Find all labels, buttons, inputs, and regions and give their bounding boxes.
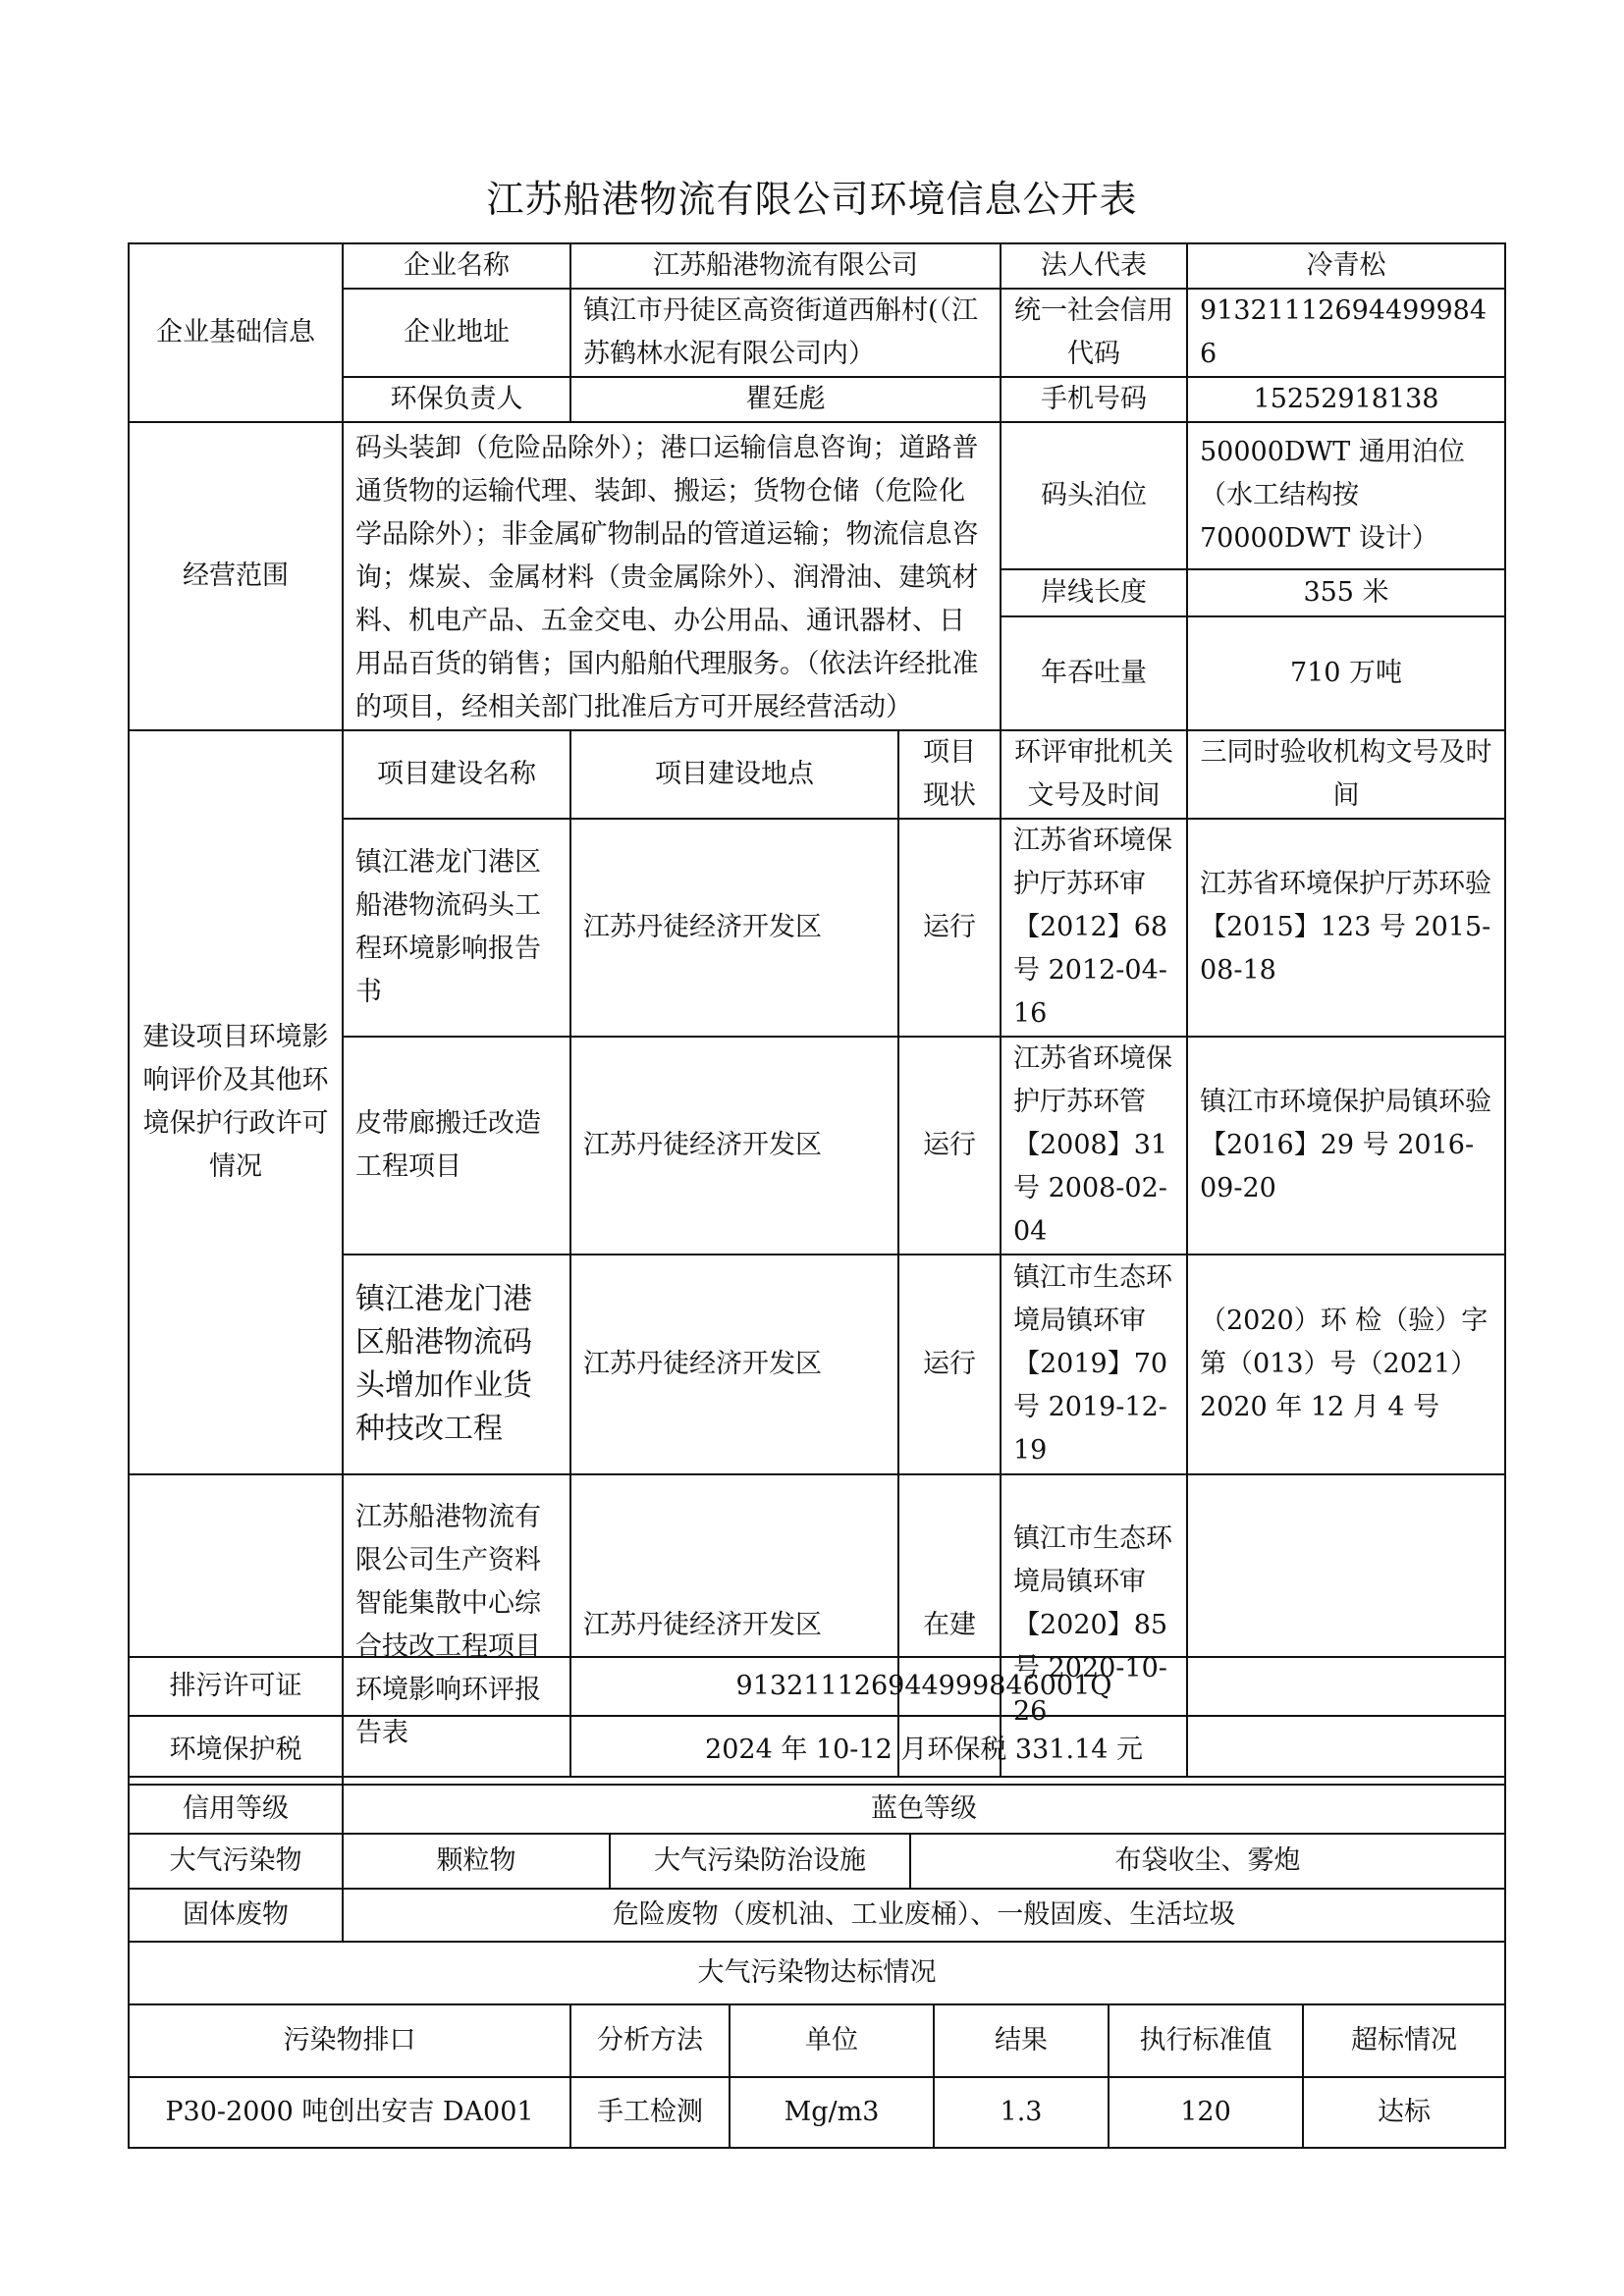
air-facility-label: 大气污染防治设施 xyxy=(610,1834,910,1889)
name-value: 江苏船港物流有限公司 xyxy=(570,243,1001,289)
project-name: 镇江港龙门港区船港物流码头工程环境影响报告书 xyxy=(343,819,570,1037)
business-scope: 码头装卸（危险品除外）；港口运输信息咨询；道路普通货物的运输代理、装卸、搬运；货物仓储（危险化学品除外）；非金属矿物制品的管道运输；物流信息咨询；煤炭、金属材料（贵金属除外）、润滑油、建筑材料、机电产品、五金交电、办公用品、通讯器材、日用品百货的销售；国内船舶代理服务。（依法许经批准的项目，经相关部门批准后方可开展经营活动） xyxy=(343,422,1001,730)
compliance-method: 手工检测 xyxy=(570,2077,730,2148)
project-status: 运行 xyxy=(898,1037,1001,1255)
project-location: 江苏丹徒经济开发区 xyxy=(570,1255,898,1474)
project-eia: 江苏省环境保护厅苏环审【2012】68 号 2012-04-16 xyxy=(1001,819,1187,1037)
basic-section-label: 企业基础信息 xyxy=(129,243,343,422)
project-acceptance: （2020）环 检（验）字第（013）号（2021）2020 年 12 月 4 号 xyxy=(1187,1255,1505,1474)
air-pollutant: 颗粒物 xyxy=(343,1834,610,1889)
project-status: 运行 xyxy=(898,1255,1001,1474)
compliance-header-unit: 单位 xyxy=(730,2004,934,2077)
header-project-status: 项目现状 xyxy=(898,730,1001,819)
credit-level-value: 蓝色等级 xyxy=(343,1785,1505,1834)
project-location: 江苏丹徒经济开发区 xyxy=(570,1474,898,1777)
compliance-header-result: 结果 xyxy=(934,2004,1109,2077)
compliance-header-method: 分析方法 xyxy=(570,2004,730,2077)
throughput-label: 年吞吐量 xyxy=(1001,616,1187,730)
project-eia: 江苏省环境保护厅苏环管【2008】31 号 2008-02-04 xyxy=(1001,1037,1187,1255)
tax-label: 环境保护税 xyxy=(129,1716,343,1785)
env-person-value: 瞿廷彪 xyxy=(570,377,1001,422)
shoreline-label: 岸线长度 xyxy=(1001,569,1187,616)
compliance-result: 1.3 xyxy=(934,2077,1109,2148)
address-value: 镇江市丹徒区高资街道西斛村(（江苏鹤林水泥有限公司内） xyxy=(570,289,1001,377)
air-label: 大气污染物 xyxy=(129,1834,343,1889)
throughput-value: 710 万吨 xyxy=(1187,616,1505,730)
header-project-name: 项目建设名称 xyxy=(343,730,570,819)
env-table xyxy=(128,1656,1506,1943)
phone-label: 手机号码 xyxy=(1001,377,1187,422)
solid-value: 危险废物（废机油、工业废桶）、一般固废、生活垃圾 xyxy=(343,1889,1505,1942)
credit-value: 913211126944999846 xyxy=(1187,289,1505,377)
project-acceptance: 镇江市环境保护局镇环验【2016】29 号 2016-09-20 xyxy=(1187,1037,1505,1255)
page-title: 江苏船港物流有限公司环境信息公开表 xyxy=(486,178,1138,221)
solid-label: 固体废物 xyxy=(129,1889,343,1942)
compliance-unit: Mg/m3 xyxy=(730,2077,934,2148)
compliance-header-outlet: 污染物排口 xyxy=(129,2004,570,2077)
compliance-title: 大气污染物达标情况 xyxy=(129,1942,1505,2004)
table-row xyxy=(129,2077,1505,2148)
name-label: 企业名称 xyxy=(343,243,570,289)
berth-label: 码头泊位 xyxy=(1001,422,1187,569)
project-status: 在建 xyxy=(898,1474,1001,1777)
project-name: 镇江港龙门港区船港物流码头增加作业货种技改工程 xyxy=(343,1255,570,1474)
phone-value: 15252918138 xyxy=(1187,377,1505,422)
permit-value: 91321112694499984600​1Q xyxy=(343,1657,1505,1716)
compliance-standard: 120 xyxy=(1109,2077,1303,2148)
permit-label: 排污许可证 xyxy=(129,1657,343,1716)
address-label: 企业地址 xyxy=(343,289,570,377)
business-section-label: 经营范围 xyxy=(129,422,343,730)
legal-label: 法人代表 xyxy=(1001,243,1187,289)
project-acceptance: 江苏省环境保护厅苏环验【2015】123 号 2015-08-18 xyxy=(1187,819,1505,1037)
compliance-header-exceed: 超标情况 xyxy=(1303,2004,1505,2077)
legal-value: 冷青松 xyxy=(1187,243,1505,289)
projects-section-label: 建设项目环境影响评价及其他环境保护行政许可情况 xyxy=(129,730,343,1474)
tax-value: 2024 年 10-12 月环保税 331.14 元 xyxy=(343,1716,1505,1785)
project-location: 江苏丹徒经济开发区 xyxy=(570,819,898,1037)
berth-value: 50000DWT 通用泊位（水工结构按 70000DWT 设计） xyxy=(1187,422,1505,569)
compliance-table xyxy=(128,1941,1506,2149)
compliance-exceed: 达标 xyxy=(1303,2077,1505,2148)
project-location: 江苏丹徒经济开发区 xyxy=(570,1037,898,1255)
project-eia: 镇江市生态环境局镇环审【2019】70 号 2019-12-19 xyxy=(1001,1255,1187,1474)
credit-label: 统一社会信用代码 xyxy=(1001,289,1187,377)
project-status: 运行 xyxy=(898,819,1001,1037)
project-name: 江苏船港物流有限公司生产资料智能集散中心综合技改工程项目环境影响环评报告表 xyxy=(343,1474,570,1777)
header-eia: 环评审批机关文号及时间 xyxy=(1001,730,1187,819)
project-name: 皮带廊搬迁改造工程项目 xyxy=(343,1037,570,1255)
air-facility-value: 布袋收尘、雾炮 xyxy=(910,1834,1505,1889)
compliance-header-standard: 执行标准值 xyxy=(1109,2004,1303,2077)
project-eia: 镇江市生态环境局镇环审【2020】85 号 2020-10-26 xyxy=(1001,1474,1187,1777)
header-acceptance: 三同时验收机构文号及时间 xyxy=(1187,730,1505,819)
env-person-label: 环保负责人 xyxy=(343,377,570,422)
info-table xyxy=(128,242,1506,1778)
credit-level-label: 信用等级 xyxy=(129,1785,343,1834)
compliance-outlet: P30-2000 吨创出安吉 DA001 xyxy=(129,2077,570,2148)
shoreline-value: 355 米 xyxy=(1187,569,1505,616)
header-project-location: 项目建设地点 xyxy=(570,730,898,819)
